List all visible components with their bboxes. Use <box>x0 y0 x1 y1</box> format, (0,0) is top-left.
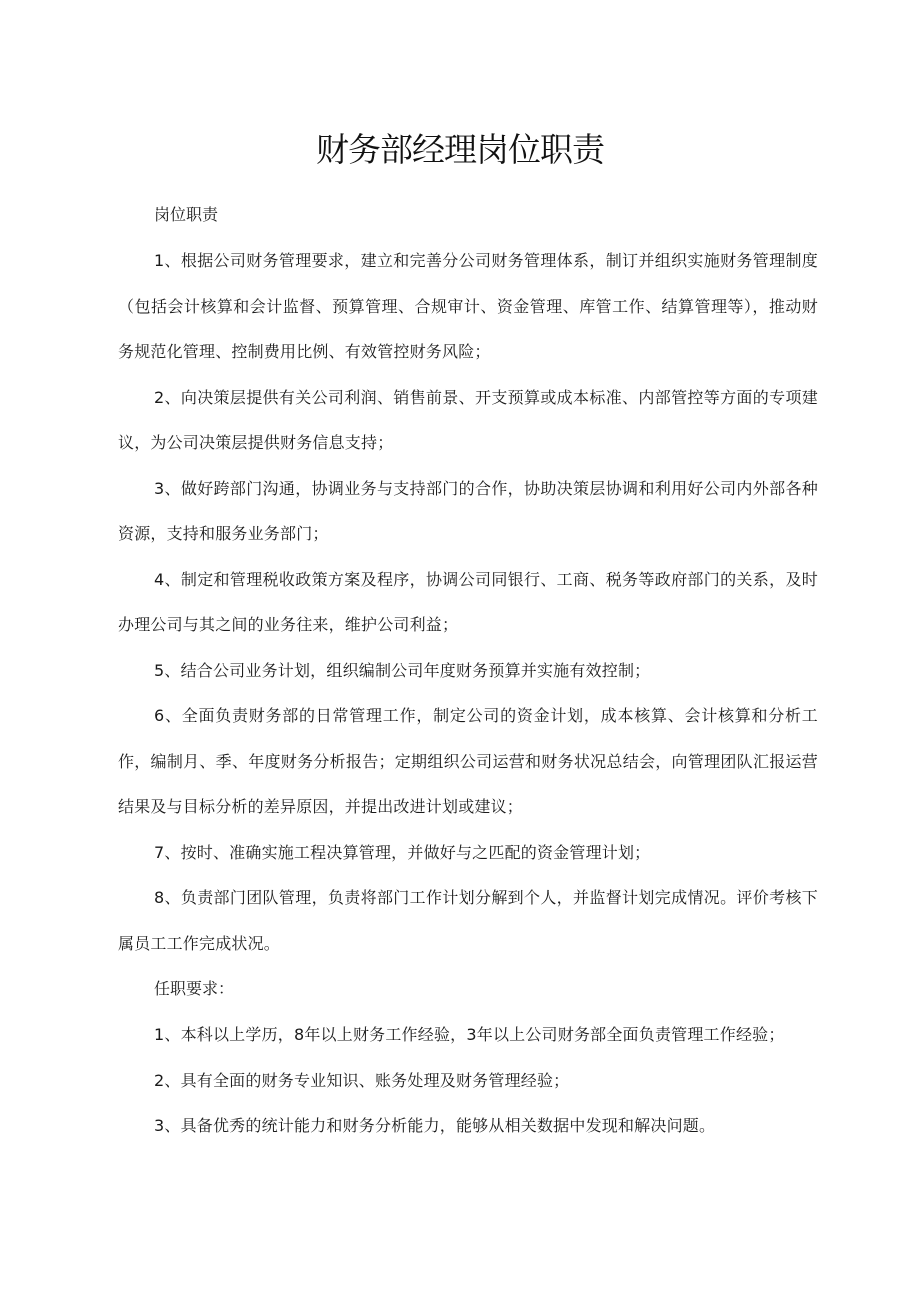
responsibility-item-1: 1、根据公司财务管理要求，建立和完善分公司财务管理体系，制订并组织实施财务管理制度（包括会计核算和会计监督、预算管理、合规审计、资金管理、库管工作、结算管理等），推动财务规范化管理、控制费用比例、有效管控财务风险； <box>118 251 818 361</box>
responsibility-item-7: 7、按时、准确实施工程决算管理，并做好与之匹配的资金管理计划； <box>154 842 651 862</box>
responsibilities-heading: 岗位职责 <box>154 205 219 224</box>
requirement-item-3: 3、具备优秀的统计能力和财务分析能力，能够从相关数据中发现和解决问题。 <box>154 1116 716 1135</box>
document-body <box>118 192 818 1149</box>
responsibility-item-3: 3、做好跨部门沟通，协调业务与支持部门的合作，协助决策层协调和利用好公司内外部各种资源，支持和服务业务部门； <box>118 478 818 543</box>
requirement-item-1: 1、本科以上学历，8年以上财务工作经验，3年以上公司财务部全面负责管理工作经验； <box>154 1025 785 1044</box>
requirement-item-2: 2、具有全面的财务专业知识、账务处理及财务管理经验； <box>154 1070 570 1090</box>
requirements-heading: 任职要求： <box>154 979 235 998</box>
responsibility-item-4: 4、制定和管理税收政策方案及程序，协调公司同银行、工商、税务等政府部门的关系，及时办理公司与其之间的业务往来，维护公司利益； <box>118 569 818 634</box>
responsibility-item-6: 6、全面负责财务部的日常管理工作，制定公司的资金计划，成本核算、会计核算和分析工作，编制月、季、年度财务分析报告；定期组织公司运营和财务状况总结会，向管理团队汇报运营结果及与目标分析的差异原因，并提出改进计划或建议； <box>118 706 818 816</box>
responsibility-item-5: 5、结合公司业务计划，组织编制公司年度财务预算并实施有效控制； <box>154 660 651 680</box>
document-title: 财务部经理岗位职责 <box>316 130 604 169</box>
responsibility-item-8: 8、负责部门团队管理，负责将部门工作计划分解到个人，并监督计划完成情况。评价考核下属员工工作完成状况。 <box>118 888 818 953</box>
responsibility-item-2: 2、向决策层提供有关公司利润、销售前景、开支预算或成本标准、内部管控等方面的专项建议，为公司决策层提供财务信息支持； <box>118 387 818 452</box>
